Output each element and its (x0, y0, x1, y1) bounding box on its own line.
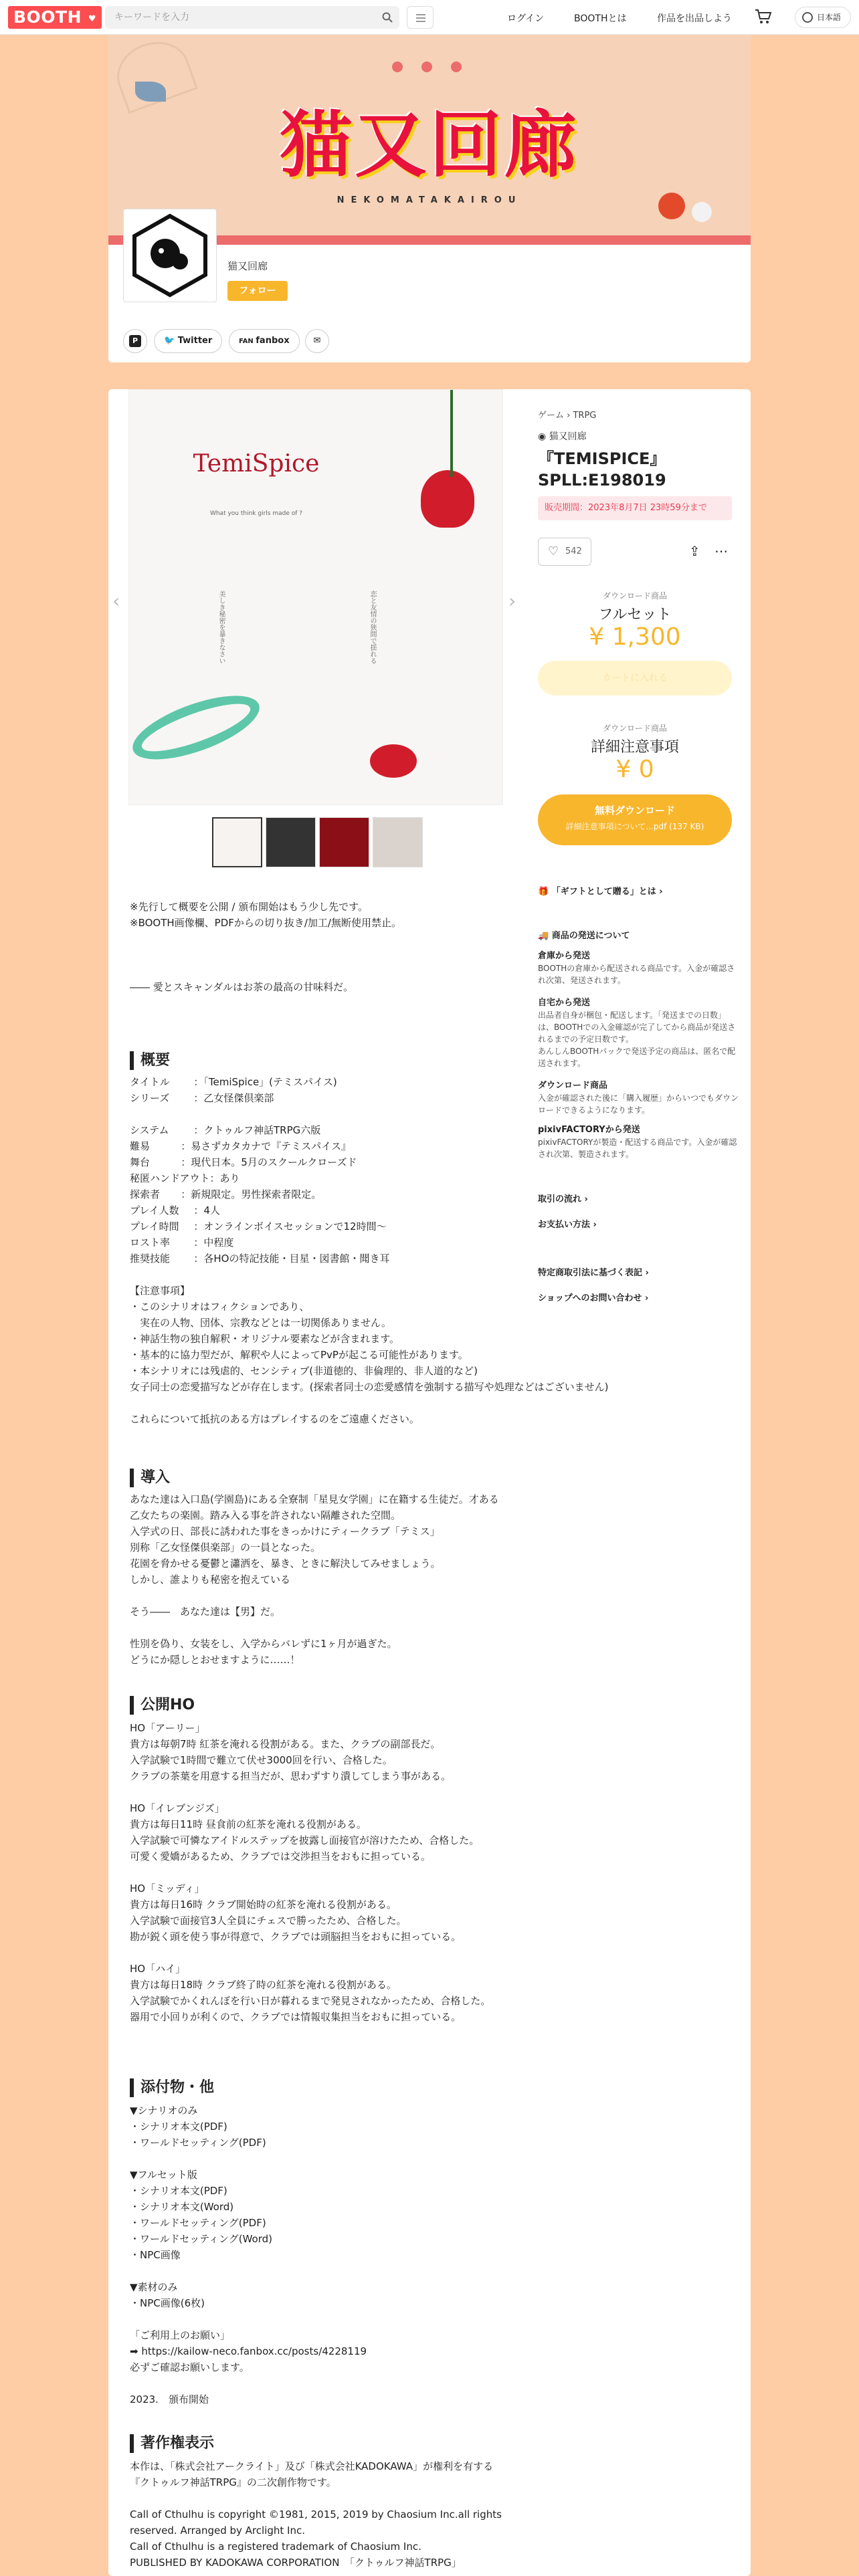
description-intro: ※先行して概要を公開 / 頒布開始はもう少し先です。 ※BOOTH画像欄、PDFからの切り抜き/加工/無断使用禁止。 ―― 愛とスキャンダルはお茶の最高の甘味料だ。 (130, 901, 401, 993)
rose-decoration (421, 470, 474, 528)
prev-image-icon[interactable]: ‹ (112, 590, 120, 612)
search-input[interactable]: キーワードを入力 (105, 6, 399, 29)
sell-link[interactable]: 作品を出品しよう (657, 13, 732, 24)
stem-decoration (450, 390, 453, 477)
image-vertical-text: 恋と友情の狭間で揺れる (369, 591, 376, 664)
fanbox-link-button[interactable]: FAN fanbox (229, 329, 300, 353)
breadcrumb-trpg[interactable]: TRPG (573, 411, 597, 421)
product-card (108, 389, 751, 2576)
follow-button[interactable]: フォロー (227, 281, 288, 301)
thumbnail-2[interactable] (266, 817, 316, 867)
banner-dot (451, 62, 462, 72)
free-download-button[interactable]: 無料ダウンロード 詳細注意事項について...pdf (137 KB) (538, 794, 732, 845)
shipping-info: 自宅から発送 出品者自身が梱包・配送します。「発送までの日数」は、BOOTHでの入金確認が完了してから商品が発送されるまでの予定日数です。 あんしんBOOTHパックで発送予定の商品は、匿名で配送されます。 (538, 998, 736, 1068)
variant-price: ¥ 1,300 (589, 623, 681, 651)
more-icon[interactable]: ⋯ (714, 543, 728, 559)
pixiv-icon: P (129, 335, 141, 347)
section-heading: 導入 (130, 1469, 170, 1487)
image-title: TemiSpice (193, 450, 320, 477)
fruit-decoration (658, 193, 685, 219)
cat-logo-icon (124, 209, 216, 302)
twitter-icon: 🐦 (164, 336, 178, 346)
petal-decoration (370, 744, 417, 778)
variant-price: ¥ 0 (615, 756, 654, 783)
overview-text: タイトル ：「TemiSpice」(テミスパイス) シリーズ ：乙女怪傑倶楽部 システム ：クトゥルフ神話TRPG六版 難易 ：易さずカタカナで『テミスパイス』 舞台 ：現代日本。5月のスクールクローズド 秘匿ハンドアウト：あり 探索者 ：新規限定。男性探索者限定。 プレイ人数 ：4人 プレイ時間 ：オンラインボイスセッションで12時間〜 ロスト率 ：中程度 推奨技能 ：各HOの特記技能・目星・図書館・聞き耳 【注意事項】 ・このシナリオはフィクションであり、 実在の人物、団体、宗教などとは一切関係ありません。 ・神話生物の独自解釈・オリジナル要素などが含まれます。 ・基本的に協力型だが、解釈や人によってPvPが起こる可能性があります。 ・本シナリオには残虐的、センシティブ(非道徳的、非倫理的、非人道的など) 女子同士の恋愛描写などが存在します。(探索者同士の恋愛感情を強制する描写や処理などはございません) これらについて抵抗のある方はプレイするのをご遠慮ください。 (130, 1076, 609, 1425)
ribbon-decoration (128, 683, 267, 772)
download-label: ダウンロード商品 (602, 591, 667, 601)
section-heading: 添付物・他 (130, 2078, 214, 2097)
contact-link[interactable]: ショップへのお問い合わせ › (538, 1293, 649, 1303)
pixiv-link-button[interactable] (123, 329, 147, 353)
thumbnail-4[interactable] (373, 817, 423, 867)
gift-link[interactable]: 🎁 「ギフトとして贈る」とは › (538, 887, 663, 897)
breadcrumb: ゲーム › TRPG (538, 411, 597, 421)
shop-header-card (108, 35, 751, 362)
shop-avatar[interactable] (123, 209, 217, 302)
menu-button[interactable] (407, 6, 434, 29)
image-vertical-text: 美しき秘密を暴きなさい (217, 591, 225, 664)
shipping-info: ダウンロード商品 入金が確認された後に「購入履歴」からいつでもダウンロードできるようになります。 (538, 1081, 739, 1115)
fan-decoration (108, 35, 198, 114)
share-icon[interactable]: ⇪ (689, 543, 700, 559)
banner-title: 猫又回廊 (279, 103, 579, 187)
attachments-text: ▼シナリオのみ ・シナリオ本文(PDF) ・ワールドセッティング(PDF) ▼フルセット版 ・シナリオ本文(PDF) ・シナリオ本文(Word) ・ワールドセッティング(PDF) ・ワールドセッティング(Word) ・NPC画像 ▼素材のみ ・NPC画像(6枚) 「ご利用上のお願い」 ➡ https://kailow-neco.fanbox.cc/posts/4228119 必ずご確認お願いします。 2023. 頒布開始 (130, 2105, 367, 2405)
banner-subtitle: NEKOMATAKAIROU (337, 195, 522, 205)
ho-text: HO「アーリー」 貴方は毎朝7時 紅茶を淹れる役割がある。また、クラブの副部長だ。 入学試験で1時間で難立て伏せ3000回を行い、合格した。 クラブの茶葉を用意する担当だが、思わずすり潰してしまう事がある。 HO「イレブンジズ」 貴方は毎日11時 昼食前の紅茶を淹れる役割がある。 入学試験で可憐なアイドルステップを披露し面接官が溶けたため、合格した。 可愛く愛嬌があるため、クラブでは交渉担当をおもに担っている。 HO「ミッディ」 貴方は毎日16時 クラブ開始時の紅茶を淹れる役割がある。 入学試験で面接官3人全員にチェスで勝ったため、合格した。 勘が鋭く頭を使う事が得意で、クラブでは頭脳担当をおもに担っている。 HO「ハイ」 貴方は毎日18時 クラブ終了時の紅茶を淹れる役割がある。 入学試験でかくれんぼを行い日が暮れるまで発見されなかったため、合格した。 器用で小回りが利くので、クラブでは情報収集担当をおもに担っている。 (130, 1722, 491, 2023)
product-shop-link[interactable]: ◉ 猫又回廊 (538, 431, 587, 442)
twitter-link-button[interactable]: 🐦 Twitter (154, 329, 222, 353)
variant-name: フルセット (598, 607, 672, 623)
banner-dot (392, 62, 403, 72)
shipping-info: 倉庫から発送 BOOTHの倉庫から配送される商品です。入金が確認され次第、発送されます。 (538, 951, 735, 985)
section-heading: 公開HO (130, 1696, 195, 1715)
heart-icon: ♡ (548, 544, 559, 558)
top-header (0, 0, 859, 35)
globe-icon (802, 12, 813, 23)
shipping-info: pixivFACTORYから発送 pixivFACTORYが製造・配送する商品です。入金が確認され次第、製造されます。 (538, 1125, 737, 1159)
legal-link[interactable]: 特定商取引法に基づく表記 › (538, 1268, 649, 1278)
download-label: ダウンロード商品 (602, 724, 667, 733)
login-link[interactable]: ログイン (507, 13, 545, 24)
cart-icon[interactable] (755, 9, 772, 25)
image-tagline: What you think girls made of ? (209, 510, 303, 517)
shop-name[interactable]: 猫又回廊 (227, 260, 268, 272)
next-image-icon[interactable]: › (508, 590, 516, 612)
shipping-heading: 🚚 商品の発送について (538, 931, 630, 941)
variant-name: 詳細注意事項 (590, 739, 679, 756)
search-icon[interactable] (382, 12, 393, 23)
mail-icon: ✉ (313, 336, 321, 346)
payment-link[interactable]: お支払い方法 › (538, 1220, 597, 1230)
add-to-cart-button[interactable]: カートに入れる (538, 661, 732, 695)
flow-link[interactable]: 取引の流れ › (538, 1194, 588, 1204)
like-button[interactable]: ♡ 542 (538, 538, 591, 566)
intro-text: あなた達は入口島(学園島)にある全寮制「星見女学園」に在籍する生徒だ。才ある乙女たちの楽園。踏み入る事を許されない隔離された空間。 入学式の日、部長に誘われた事をきっかけにティークラブ「テミス」 別称「乙女怪傑倶楽部」の一員となった。 花園を脅かせる憂鬱と瀟洒を、暴き、ときに解決してみせましょう。 しかし、誰よりも秘密を抱えている そう―― あなた達は【男】だ。 性別を偽り、女装をし、入学からバレずに1ヶ月が過ぎた。 どうにか隠しとおせますように……！ (130, 1493, 499, 1666)
copyright-text: 本作は、「株式会社アークライト」及び「株式会社KADOKAWA」が権利を有する『クトゥルフ神話TRPG』の二次創作物です。 Call of Cthulhu is copyright ©1981, 2015, 2019 by Chaosium Inc.all rights reserved. Arranged by Arclight Inc. Call of Cthulhu is a registered trademark of Chaosium Inc. PUBLISHED BY KADOKAWA CORPORATION 「クトゥルフ神話TRPG」 (130, 2460, 502, 2569)
fanbox-icon: FAN (239, 338, 256, 345)
leaf-decoration (135, 82, 166, 102)
thumbnail-1[interactable] (212, 817, 262, 867)
section-heading: 概要 (130, 1051, 170, 1070)
thumbnail-3[interactable] (319, 817, 369, 867)
breadcrumb-game[interactable]: ゲーム (538, 411, 565, 421)
mail-button[interactable] (305, 329, 329, 353)
sale-period-badge: 販売期間：2023年8月7日 23時59分まで (538, 496, 732, 520)
about-booth-link[interactable]: BOOTHとは (574, 13, 627, 24)
section-heading: 著作権表示 (130, 2434, 214, 2453)
product-main-image[interactable] (128, 389, 503, 805)
fruit-decoration (692, 202, 712, 222)
product-title: 『TEMISPICE』SPLL:E198019 (538, 449, 666, 490)
booth-logo[interactable]: BOOTH ♥ (8, 6, 102, 29)
banner-dot (421, 62, 432, 72)
language-select[interactable]: 日本語 (795, 7, 851, 28)
